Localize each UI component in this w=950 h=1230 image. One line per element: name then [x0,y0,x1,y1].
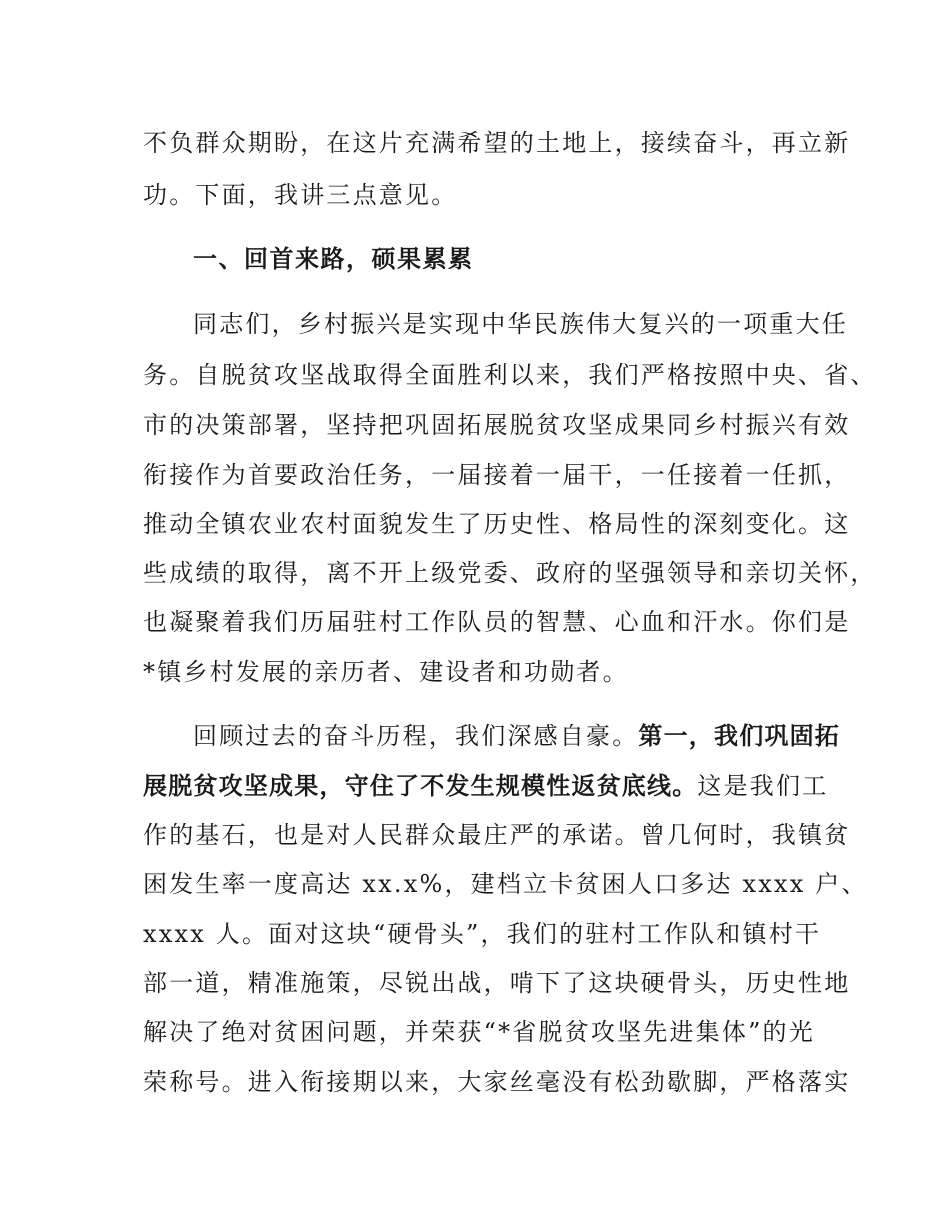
p1-line-5: 推动全镇农业农村面貌发生了历史性、格局性的深刻变化。这 [143,510,851,538]
p2-line-4: 困发生率一度高达 xx.x%，建档立卡贫困人口多达 xxxx 户、 [143,870,868,898]
p1-line-3: 市的决策部署，坚持把巩固拓展脱贫攻坚成果同乡村振兴有效 [143,411,851,439]
p1-line-4: 衔接作为首要政治任务，一届接着一届干，一任接着一任抓， [143,461,851,489]
p1-line-7: 也凝聚着我们历届驻村工作队员的智慧、心血和汗水。你们是 [143,608,851,636]
p2-line-5: xxxx 人。面对这块“硬骨头”，我们的驻村工作队和镇村干 [143,920,822,948]
p2-line-2-bold: 展脱贫攻坚成果，守住了不发生规模性返贫底线。 [143,772,698,800]
p2-line-1-plain: 回顾过去的奋斗历程，我们深感自豪。 [193,722,639,750]
p1-line-8: *镇乡村发展的亲历者、建设者和功勋者。 [143,658,629,686]
intro-line-2: 功。下面，我讲三点意见。 [143,181,458,209]
p2-line-8: 荣称号。进入衔接期以来，大家丝毫没有松劲歇脚，严格落实 [143,1068,851,1096]
intro-line-1: 不负群众期盼，在这片充满希望的土地上，接续奋斗，再立新 [143,129,851,157]
p2-line-7: 解决了绝对贫困问题，并荣获“*省脱贫攻坚先进集体”的光 [143,1018,815,1046]
p2-line-2 [143,771,828,801]
p2-line-3: 作的基石，也是对人民群众最庄严的承诺。曾几何时，我镇贫 [143,821,851,849]
p1-line-2: 务。自脱贫攻坚战取得全面胜利以来，我们严格按照中央、省、 [143,361,877,389]
p2-line-6: 部一道，精准施策，尽锐出战，啃下了这块硬骨头，历史性地 [143,969,851,997]
p1-line-1: 同志们，乡村振兴是实现中华民族伟大复兴的一项重大任 [193,310,848,338]
p2-line-1-bold: 第一，我们巩固拓 [638,722,841,750]
section-heading: 一、回首来路，硕果累累 [193,245,474,273]
p1-line-6: 些成绩的取得，离不开上级党委、政府的坚强领导和亲切关怀， [143,559,877,587]
p2-line-1 [193,721,840,751]
p2-line-2-plain: 这是我们工 [697,772,829,800]
